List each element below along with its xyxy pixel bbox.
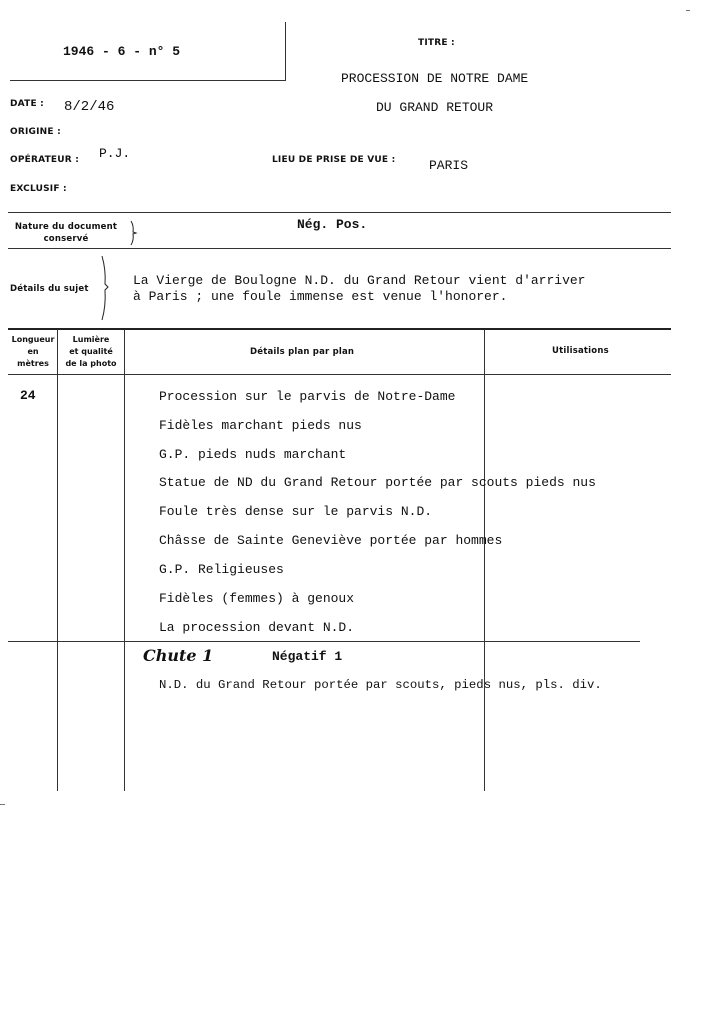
nature-label-line-1: Nature du document: [14, 222, 118, 232]
lieu-value: PARIS: [429, 158, 469, 173]
chute-line: N.D. du Grand Retour portée par scouts, pieds nus, pls. div.: [159, 678, 602, 692]
ref-box-right-border: [285, 22, 286, 81]
chute-separator: [8, 641, 640, 642]
exclusif-label: EXCLUSIF :: [10, 184, 67, 194]
col-divider-2: [124, 330, 125, 791]
negatif-label: Négatif 1: [272, 649, 343, 664]
table-header-bottom-border: [8, 374, 671, 375]
col-lumiere-line-3: de la photo: [65, 359, 117, 368]
ref-box-bottom-border: [10, 80, 286, 81]
title-line-2: DU GRAND RETOUR: [376, 100, 494, 115]
title-line-1: PROCESSION DE NOTRE DAME: [341, 71, 529, 86]
operateur-value: P.J.: [99, 146, 131, 161]
col-utilisations-header: Utilisations: [552, 346, 609, 356]
col-lumiere-line-2: et qualité: [69, 347, 113, 356]
divider-nature-bottom: [8, 248, 671, 249]
date-value: 8/2/46: [64, 99, 115, 115]
shot-line-8: Fidèles (femmes) à genoux: [159, 591, 355, 606]
details-brace-icon: [98, 254, 110, 322]
nature-value: Nég. Pos.: [297, 217, 368, 232]
shot-line-6: Châsse de Sainte Geneviève portée par hommes: [159, 533, 503, 548]
margin-mark-left: [0, 804, 5, 805]
shot-line-4: Statue de ND du Grand Retour portée par scouts pieds nus: [159, 475, 596, 490]
col-divider-1: [57, 330, 58, 791]
shot-line-9: La procession devant N.D.: [159, 620, 355, 635]
col-longueur-header: [8, 334, 58, 370]
nature-brace-icon: [128, 220, 138, 246]
details-sujet-line-2: à Paris ; une foule immense est venue l'honorer.: [133, 289, 508, 304]
nature-label: [10, 221, 122, 245]
col-divider-3: [484, 330, 485, 791]
lieu-label: LIEU DE PRISE DE VUE :: [272, 155, 396, 165]
details-sujet-line-1: La Vierge de Boulogne N.D. du Grand Retour vient d'arriver: [133, 273, 586, 288]
date-label: DATE :: [10, 99, 44, 109]
col-longueur-line-2: en: [27, 347, 39, 356]
col-longueur-line-3: mètres: [17, 359, 49, 368]
divider-nature-top: [8, 212, 671, 213]
origine-label: ORIGINE :: [10, 127, 61, 137]
shot-line-3: G.P. pieds nuds marchant: [159, 447, 347, 462]
col-longueur-line-1: Longueur: [11, 335, 55, 344]
shot-line-1: Procession sur le parvis de Notre-Dame: [159, 389, 456, 404]
longueur-value: 24: [20, 388, 36, 403]
reference-number: 1946 - 6 - n° 5: [63, 44, 181, 59]
details-sujet-label: Détails du sujet: [10, 284, 89, 294]
titre-label: TITRE :: [418, 38, 455, 48]
chute-handwritten: Chute 1: [143, 646, 214, 665]
col-lumiere-line-1: Lumière: [72, 335, 110, 344]
shot-line-5: Foule très dense sur le parvis N.D.: [159, 504, 433, 519]
col-lumiere-header: [58, 334, 124, 370]
shot-line-2: Fidèles marchant pieds nus: [159, 418, 362, 433]
operateur-label: OPÉRATEUR :: [10, 155, 80, 165]
col-details-header: Détails plan par plan: [250, 347, 355, 357]
nature-label-line-2: conservé: [43, 234, 89, 244]
margin-mark-top: [686, 10, 690, 11]
shot-line-7: G.P. Religieuses: [159, 562, 284, 577]
table-top-border: [8, 328, 671, 330]
